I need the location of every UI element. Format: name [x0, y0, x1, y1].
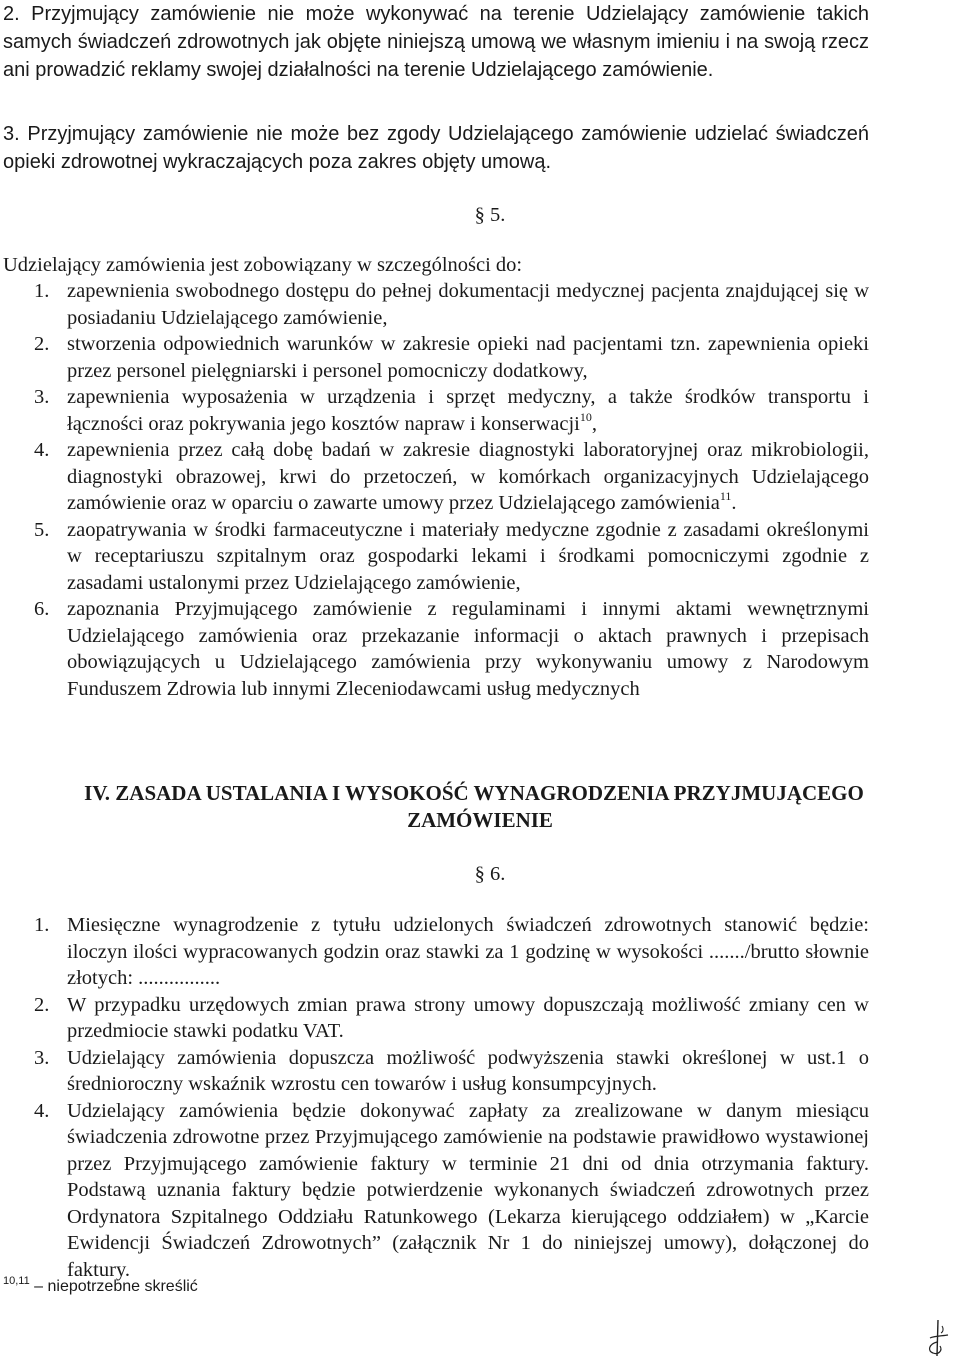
list-item-number: 1.	[34, 280, 50, 302]
list-item-text: zapewnienia przez całą dobę badań w zakresie diagnostyki laboratoryjnej oraz mikrobiologii, diagnostyki obrazowej, krwi do przetoczeń, w komórkach organizacyjnych Udzielającego zamówienie oraz w oparciu o zawarte umowy przez Udzielającego zamówienia	[67, 439, 869, 514]
list-item-number: 1.	[34, 914, 50, 936]
list-item-text: zapewnienia swobodnego dostępu do pełnej dokumentacji medycznej pacjenta znajdującej się w posiadaniu Udzielającego zamówienie,	[67, 280, 869, 329]
footnote	[3, 1277, 198, 1297]
list-item-text: Udzielający zamówienia dopuszcza możliwość podwyższenia stawki określonej w ust.1 o średnioroczny wskaźnik wzrostu cen towarów i usług konsumpcyjnych.	[67, 1046, 869, 1095]
list-item	[3, 278, 869, 331]
list-item	[3, 596, 869, 702]
list-item	[3, 437, 869, 517]
list-item-number: 3.	[34, 1046, 50, 1069]
list-item-number: 4.	[34, 439, 50, 461]
list-item-number: 2.	[34, 333, 50, 355]
list-item	[3, 1098, 869, 1284]
list-item	[3, 331, 869, 384]
list-item-number: 3.	[34, 386, 50, 408]
list-item-number: 5.	[34, 518, 50, 541]
list-item-number: 4.	[34, 1099, 50, 1122]
list-item-text: Miesięczne wynagrodzenie z tytułu udzielonych świadczeń zdrowotnych stanowić będzie: iloczyn ilości wypracowanych godzin oraz stawki za 1 godzinę w wysokości ......./brutto słownie złotych: ................	[67, 914, 869, 989]
footnote-ref: 10	[579, 409, 592, 424]
list-item	[3, 517, 869, 597]
chapter-heading	[0, 780, 960, 834]
list-item-tail: .	[731, 492, 737, 514]
footnote-ref: 11	[719, 489, 732, 503]
list-item-text: zapewnienia wyposażenia w urządzenia i sprzęt medyczny, a także środków transportu i łączności oraz pokrywania jego kosztów napraw i konserwacji	[67, 386, 869, 435]
section-5-list	[3, 278, 869, 702]
list-item-tail: ,	[591, 412, 598, 435]
signature-mark	[922, 1318, 952, 1358]
list-item	[3, 384, 869, 437]
paragraph-2: 2. Przyjmujący zamówienie nie może wykonywać na terenie Udzielający zamówienie takich samych świadczeń zdrowotnych jak objęte niniejszą umową we własnym imieniu i na swoją rzecz ani prowadzić reklamy swojej działalności na terenie Udzielającego zamówienie.	[3, 3, 869, 81]
chapter-heading-line-2: ZAMÓWIENIE	[407, 808, 553, 832]
footnote-text: – niepotrzebne skreślić	[29, 1278, 198, 1295]
list-item-text: W przypadku urzędowych zmian prawa strony umowy dopuszczają możliwość zmiany cen w przedmiocie stawki podatku VAT.	[67, 993, 869, 1042]
footnote-marker: 10,11	[3, 1275, 30, 1287]
section-6-symbol: § 6.	[474, 863, 506, 885]
list-item-text: zaopatrywania w środki farmaceutyczne i materiały medyczne zgodnie z zasadami określonymi w receptariuszu szpitalnym oraz gospodarki lekami i środkami pomocniczymi zgodnie z zasadami ustalonymi przez Udzielającego zamówienie,	[67, 518, 869, 594]
section-5-symbol: § 5.	[474, 204, 506, 226]
list-item-text: Udzielający zamówienia będzie dokonywać zapłaty za zrealizowane w danym miesiącu świadczenia zdrowotne przez Przyjmującego zamówienie na podstawie prawidłowo wystawionej przez Przyjmującego zamówienie faktury w terminie 21 dni od dnia otrzymania faktury. Podstawą uznania faktury będzie potwierdzenie wykonanych świadczeń zdrowotnych przez Ordynatora Szpitalnego Oddziału Ratunkowego (Lekarza kierującego oddziałem) w „Karcie Ewidencji Świadczeń Zdrowotnych” (załącznik Nr 1 do niniejszej umowy), dołączonej do faktury.	[67, 1099, 869, 1281]
list-item	[3, 912, 869, 992]
chapter-heading-line-1: IV. ZASADA USTALANIA I WYSOKOŚĆ WYNAGRODZENIA PRZYJMUJĄCEGO	[84, 781, 864, 805]
list-item	[3, 1045, 869, 1098]
section-5-intro: Udzielający zamówienia jest zobowiązany w szczególności do:	[3, 254, 523, 276]
list-item-number: 2.	[34, 993, 50, 1016]
list-item-number: 6.	[34, 598, 50, 620]
list-item	[3, 992, 869, 1045]
list-item-text: zapoznania Przyjmującego zamówienie z regulaminami i innymi aktami wewnętrznymi Udzielającego zamówienia oraz przekazanie informacji o aktach prawnych i przepisach obowiązujących u Udzielającego zamówienia przy wykonywaniu umowy z Narodowym Funduszem Zdrowia lub innymi Zleceniodawcami usług medycznych	[67, 598, 869, 700]
section-6-list	[3, 912, 869, 1283]
list-item-text: stworzenia odpowiednich warunków w zakresie opieki nad pacjentami tzn. zapewnienia opieki przez personel pielęgniarski i personel pomocniczy dodatkowy,	[67, 333, 869, 382]
paragraph-3: 3. Przyjmujący zamówienie nie może bez zgody Udzielającego zamówienie udzielać świadczeń opieki zdrowotnej wykraczających poza zakres objęty umową.	[3, 123, 869, 173]
